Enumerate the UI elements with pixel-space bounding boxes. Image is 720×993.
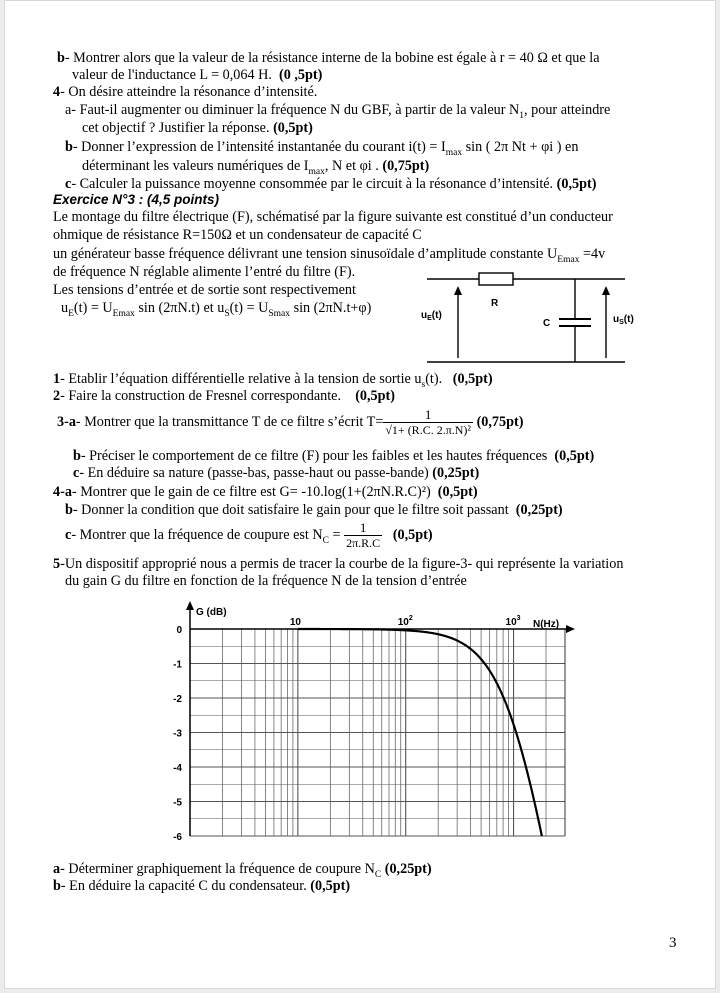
question-2: 2- Faire la construction de Fresnel correspondante. (0,5pt) [53, 388, 395, 404]
question-5-cont: du gain G du filtre en fonction de la fréquence N de la tension d’entrée [65, 573, 467, 589]
output-arrow-head [602, 286, 610, 295]
exam-page [4, 0, 716, 989]
question-4b-values: déterminant les valeurs numériques de $I_{max}$, N et φi . (0,75pt) [82, 158, 430, 177]
question-4a-justify: cet objectif ? Justifier la réponse. (0,5pt) [82, 120, 313, 136]
question-3b: b- Préciser le comportement de ce filtre (F) pour les faibles et les hautes fréquences (0,5pt) [73, 448, 595, 464]
x-axis-arrow [566, 625, 575, 633]
gain-chart [155, 601, 575, 846]
exercise-3-intro-3: un générateur basse fréquence délivrant une tension sinusoïdale d’amplitude constante $U_{Emax} =4v$ [53, 246, 606, 265]
output-voltage-label: $u_S(t)$ [613, 314, 634, 326]
y-tick-label: -1 [173, 659, 182, 671]
question-5: 5-Un dispositif approprié nous a permis de tracer la courbe de la figure-3- qui représente la variation [53, 556, 624, 572]
question-4a: a- Faut-il augmenter ou diminuer la fréquence N du GBF, à partir de la valeur $N_1$, pour atteindre [65, 102, 611, 121]
circuit-diagram [413, 266, 643, 366]
x-tick-label: $10^3$ [505, 615, 521, 628]
cutoff-fraction: $\frac{1}{2\pi.R.C}$ [346, 520, 381, 551]
transmittance-fraction: $\frac{1}{\text{√1+ (R.C. 2.π.N)²}}$ [385, 407, 472, 438]
exercise-3-title: Exercice N°3 : (4,5 points) [53, 192, 219, 207]
question-5b: b- En déduire la capacité C du condensateur. (0,5pt) [53, 878, 351, 894]
question-b-resistance: b- Montrer alors que la valeur de la résistance interne de la bobine est égale à r = 40 Ω et que la [57, 50, 600, 66]
y-tick-label: -3 [173, 728, 182, 740]
question-4c: c- Calculer la puissance moyenne consommée par le circuit à la résonance d’intensité. (0,5pt) [65, 176, 597, 192]
voltage-expressions: $u_E(t) = U_{Emax}$ sin (2πN.t) et $u_S(t) = U_{Smax}$ sin (2πN.t+φ) [61, 300, 372, 319]
question-4b-gain: b- Donner la condition que doit satisfaire le gain pour que le filtre soit passant (0,25pt) [65, 502, 563, 518]
exercise-3-intro-2: ohmique de résistance R=150Ω et un condensateur de capacité C [53, 227, 422, 243]
capacitor-label: C [543, 318, 551, 329]
input-voltage-label: $u_E(t)$ [421, 310, 442, 322]
exercise-3-intro-5: Les tensions d’entrée et de sortie sont respectivement [53, 282, 356, 298]
y-tick-label: -5 [173, 797, 182, 809]
exercise-3-intro-1: Le montage du filtre électrique (F), schématisé par la figure suivante est constitué d’un conducteur [53, 209, 613, 225]
page-number: 3 [669, 935, 677, 951]
y-tick-label: -2 [173, 694, 182, 705]
x-tick-label: 10 [289, 617, 301, 628]
input-arrow-head [454, 286, 462, 295]
question-5a: a- Déterminer graphiquement la fréquence de coupure $N_C$ (0,25pt) [53, 861, 432, 880]
question-3c: c- En déduire sa nature (passe-bas, passe-haut ou passe-bande) (0,25pt) [73, 465, 480, 481]
question-4b: b- Donner l’expression de l’intensité instantanée du courant $i(t) = I_{max}$ sin ( 2π Nt + φi ) en [65, 139, 579, 158]
y-tick-label: -4 [173, 763, 182, 774]
y-tick-label: 0 [176, 625, 182, 636]
x-tick-label: $10^2$ [397, 615, 413, 628]
question-4c-cutoff: c- Montrer que la fréquence de coupure est $N_C$ = $\frac{1}{2\pi.R.C}$ (0,5pt) [65, 520, 433, 551]
question-3a: 3-a- Montrer que la transmittance T de ce filtre s’écrit T= $\frac{1}{\text{√1+ (R.C. 2.π.N)²}}$ (0,75pt) [57, 407, 524, 438]
resistor-symbol [479, 273, 513, 285]
resistor-label: R [491, 298, 499, 309]
exercise-3-intro-4: de fréquence N réglable alimente l’entré du filtre (F). [53, 264, 356, 280]
question-b-inductance: valeur de l'inductance L = 0,064 H. (0 ,5pt) [72, 67, 323, 83]
question-4-resonance: 4- On désire atteindre la résonance d’intensité. [53, 84, 318, 100]
y-tick-label: -6 [173, 832, 182, 843]
x-axis-label: N(Hz) [533, 619, 560, 630]
question-4a-gain: 4-a- Montrer que le gain de ce filtre est G= -10.log(1+(2πN.R.C)²) (0,5pt) [53, 484, 478, 500]
y-axis-label: G (dB) [196, 607, 227, 618]
question-1: 1- Etablir l’équation différentielle relative à la tension de sortie $u_s(t)$. (0,5pt) [53, 371, 493, 390]
y-axis-arrow [186, 601, 194, 610]
